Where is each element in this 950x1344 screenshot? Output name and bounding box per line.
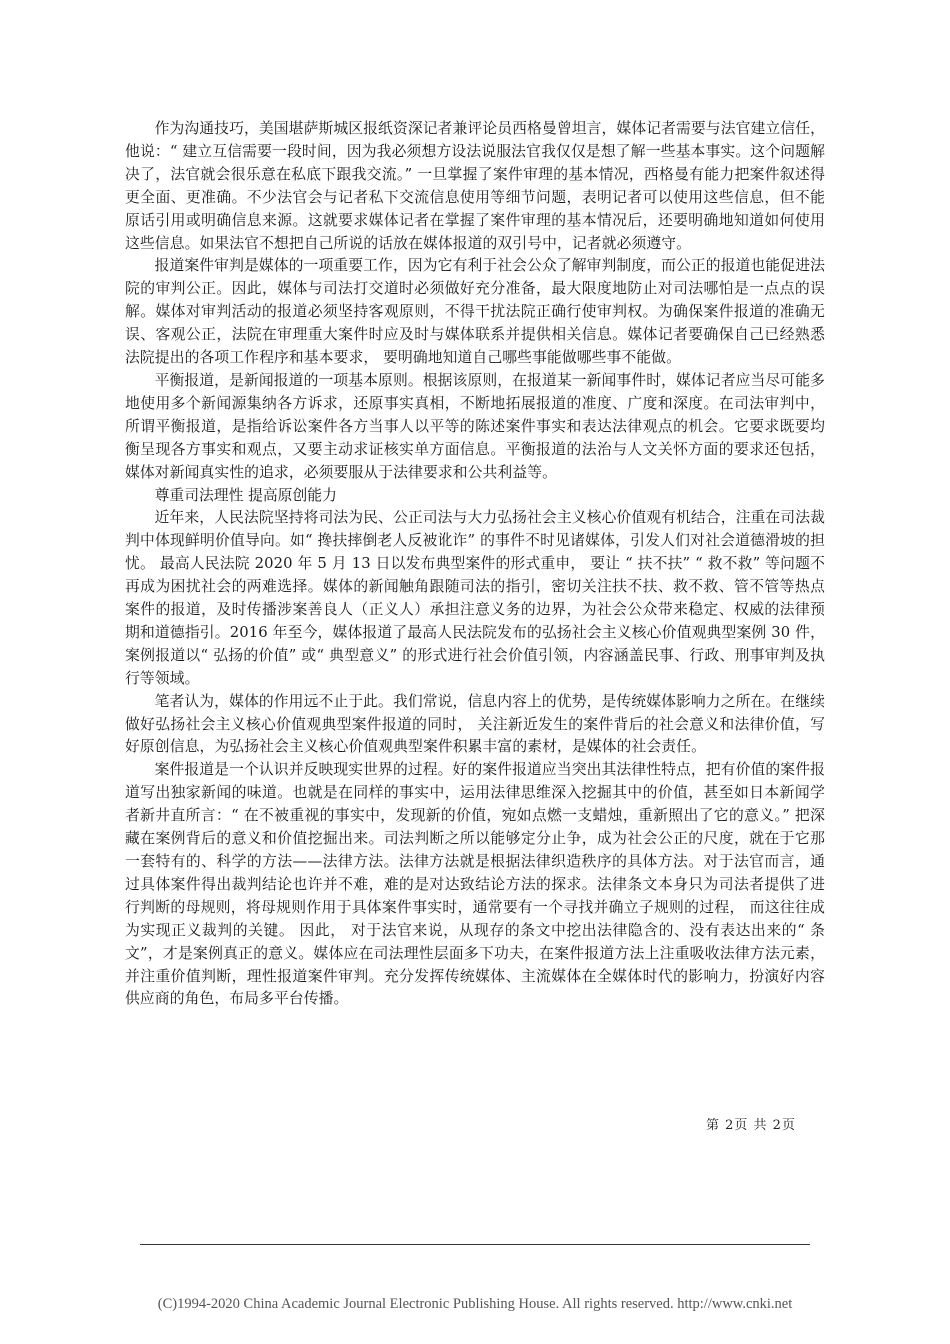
- paragraph-legal-method: 案件报道是一个认识并反映现实世界的过程。好的案件报道应当突出其法律性特点，把有价值的案件报道写出独家新闻的味道。也就是在同样的事实中，运用法律思维深入挖掘其中的价值，甚至如日本新闻学者新井直所言：“ 在不被重视的事实中，发现新的价值，宛如点燃一支蜡烛，重新照出了它的意义。” 把深藏在案例背后的意义和价值挖掘出来。司法判断之所以能够定分止争，成为社会公正的尺度，就在于它那一套特有的、科学的方法——法律方法。法律方法就是根据法律织造秩序的具体方法。对于法官而言，通过具体案件得出裁判结论也许并不难，难的是对达致结论方法的探求。法律条文本身只为司法者提供了进行判断的母规则，将母规则作用于具体案件事实时，通常要有一个寻找并确立子规则的过程， 而这往往成为实现正义裁判的关键。 因此， 对于法官来说，从现存的条文中挖出法律隐含的、没有表达出来的“ 条文”，才是案例真正的意义。媒体应在司法理性层面多下功夫，在案件报道方法上注重吸收法律方法元素，并注重价值判断，理性报道案件审判。充分发挥传统媒体、主流媒体在全媒体时代的影响力，扮演好内容供应商的角色，布局多平台传播。: [125, 761, 825, 1008]
- paragraph-balanced-reporting: 平衡报道，是新闻报道的一项基本原则。根据该原则，在报道某一新闻事件时，媒体记者应当尽可能多地使用多个新闻源集纳各方诉求，还原事实真相，不断地拓展报道的准度、广度和深度。在司法审判中，所谓平衡报道，是指给诉讼案件各方当事人以平等的陈述案件事实和表达法律观点的机会。它要求既要均衡呈现各方事实和观点，又要主动求证核实单方面信息。平衡报道的法治与人文关怀方面的要求还包括，媒体对新闻真实性的追求，必须要服从于法律要求和公共利益等。: [125, 371, 825, 481]
- paragraph-media-role: 笔者认为，媒体的作用远不止于此。我们常说，信息内容上的优势，是传统媒体影响力之所在。在继续做好弘扬社会主义核心价值观典型案件报道的同时， 关注新近发生的案件背后的社会意义和法律价值，写好原创信息，为弘扬社会主义核心价值观典型案件积累丰富的素材，是媒体的社会责任。: [125, 692, 825, 756]
- paragraph-communication-skills: 作为沟通技巧，美国堪萨斯城区报纸资深记者兼评论员西格曼曾坦言，媒体记者需要与法官建立信任，他说：“ 建立互信需要一段时间，因为我必须想方设法说服法官我仅仅是想了解一些基本事实。这个问题解决了，法官就会很乐意在私底下跟我交流。” 一旦掌握了案件审理的基本情况，西格曼有能力把案件叙述得更全面、更准确。不少法官会与记者私下交流信息使用等细节问题，表明记者可以使用这些信息，但不能原话引用或明确信息来源。这就要求媒体记者在掌握了案件审理的基本情况后，还要明确地知道如何使用这些信息。如果法官不想把自己所说的话放在媒体报道的双引号中，记者就必须遵守。: [125, 120, 825, 252]
- paragraph-core-values: 近年来，人民法院坚持将司法为民、公正司法与大力弘扬社会主义核心价值观有机结合，注重在司法裁判中体现鲜明价值导向。如“ 搀扶摔倒老人反被讹诈” 的事件不时见诸媒体，引发人们对社会道德滑坡的担忧。 最高人民法院 2020 年 5 月 13 日以发布典型案件的形式重申， 要让 “ 扶不扶” “ 救不救” 等问题不再成为困扰社会的两难选择。媒体的新闻触角跟随司法的指引，密切关注扶不扶、救不救、管不管等热点案件的报道，及时传播涉案善良人（正义人）承担注意义务的边界，为社会公众带来稳定、权威的法律预期和道德指引。2016 年至今，媒体报道了最高人民法院发布的弘扬社会主义核心价值观典型案例 30 件，案例报道以“ 弘扬的价值” 或“ 典型意义” 的形式进行社会价值引领，内容涵盖民事、行政、刑事审判及执行等领域。: [125, 509, 825, 687]
- article-body: [125, 118, 825, 1011]
- page-number: 第 2页 共 2页: [706, 1118, 796, 1133]
- footer-divider: [140, 1244, 810, 1245]
- paragraph-trial-reporting: 报道案件审判是媒体的一项重要工作，因为它有利于社会公众了解审判制度，而公正的报道也能促进法院的审判公正。因此，媒体与司法打交道时必须做好充分准备，最大限度地防止对司法哪怕是一点点的误解。媒体对审判活动的报道必须坚持客观原则，不得干扰法院正确行使审判权。为确保案件报道的准确无误、客观公正，法院在审理重大案件时应及时与媒体联系并提供相关信息。媒体记者要确保自己已经熟悉法院提出的各项工作程序和基本要求， 要明确地知道自己哪些事能做哪些事不能做。: [125, 257, 825, 367]
- section-subheading: 尊重司法理性 提高原创能力: [154, 486, 337, 504]
- copyright-notice: (C)1994-2020 China Academic Journal Electronic Publishing House. All rights reserved. http://www.cnki.net: [157, 1296, 793, 1312]
